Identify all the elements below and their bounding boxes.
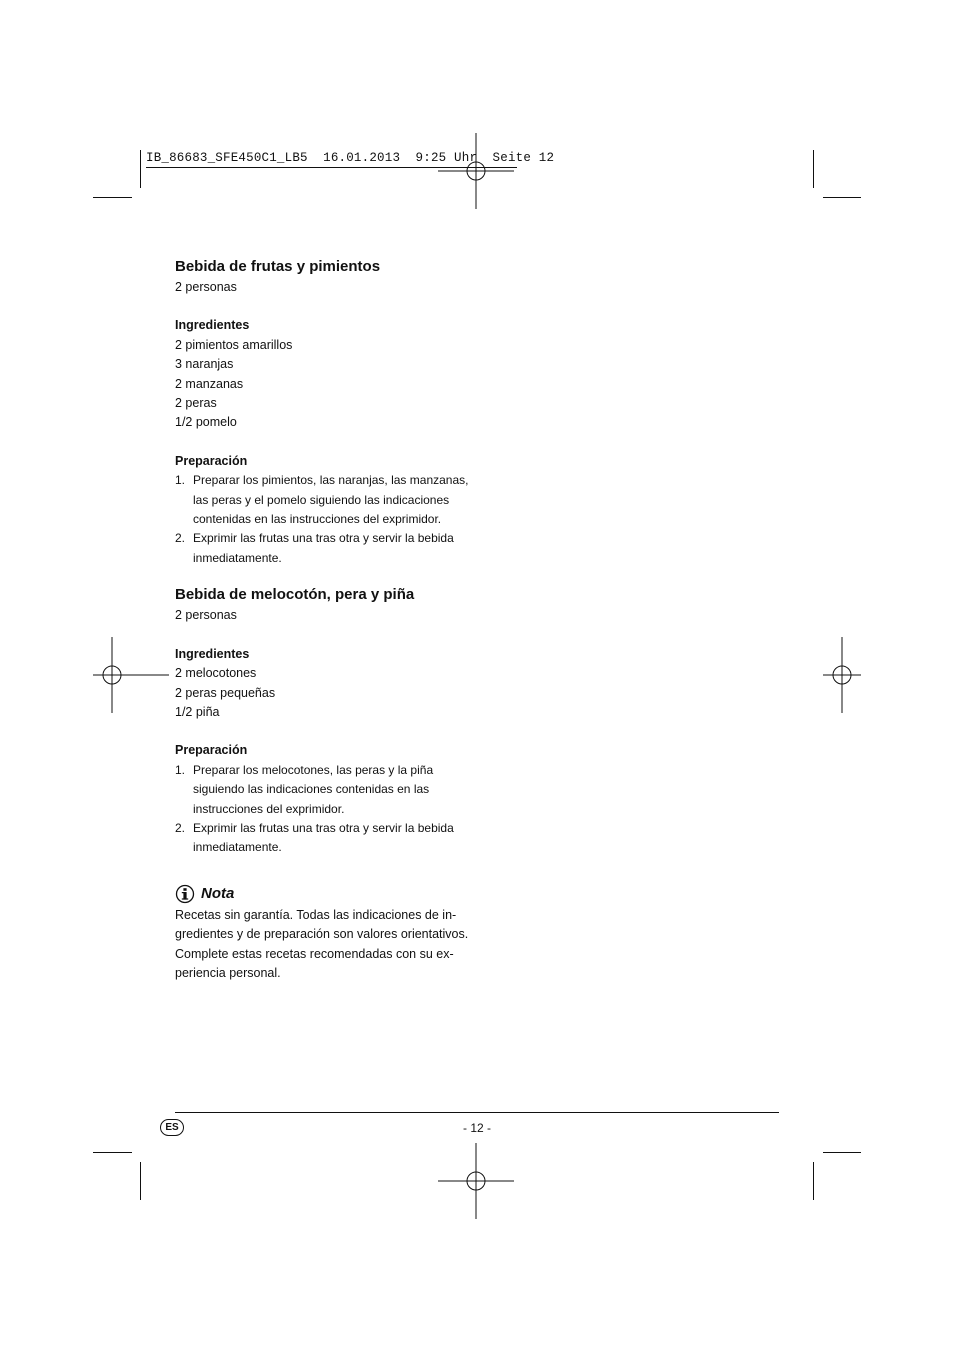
note-line: periencia personal. xyxy=(175,965,281,980)
step-number: 2. xyxy=(175,531,186,546)
note-header xyxy=(175,882,475,906)
info-icon xyxy=(175,884,195,904)
page-content xyxy=(175,256,475,983)
servings: 2 personas xyxy=(175,280,237,294)
step-line: inmediatamente. xyxy=(193,840,282,855)
step-line: instrucciones del exprimidor. xyxy=(193,801,345,816)
print-slug: IB_86683_SFE450C1_LB5 16.01.2013 9:25 Uhr Seite 12 xyxy=(146,151,555,165)
preparation-steps xyxy=(175,471,475,568)
step-line: Preparar los melocotones, las peras y la piña xyxy=(193,762,434,777)
step-line: Preparar los pimientos, las naranjas, las manzanas, xyxy=(193,473,469,488)
ingredients-heading: Ingredientes xyxy=(175,318,250,333)
crop-mark xyxy=(140,150,141,188)
crop-mark xyxy=(93,197,132,198)
note-line: gredientes y de preparación son valores orientativos. xyxy=(175,927,469,942)
step-item xyxy=(175,529,475,568)
note-title: Nota xyxy=(201,885,235,903)
note-box xyxy=(175,882,475,984)
step-line: inmediatamente. xyxy=(193,550,282,565)
step-line: Exprimir las frutas una tras otra y servir la bebida xyxy=(193,820,454,835)
step-item xyxy=(175,471,475,529)
registration-mark-bottom xyxy=(438,1143,514,1219)
crop-mark xyxy=(813,150,814,188)
step-line: Exprimir las frutas una tras otra y servir la bebida xyxy=(193,531,454,546)
registration-mark-top xyxy=(438,133,514,209)
ingredient-item: 1/2 piña xyxy=(175,704,220,719)
ingredient-item: 1/2 pomelo xyxy=(175,415,237,430)
step-line: contenidas en las instrucciones del exprimidor. xyxy=(193,512,442,527)
language-badge: ES xyxy=(160,1119,184,1136)
crop-mark xyxy=(93,1152,132,1153)
footer-rule xyxy=(175,1112,779,1113)
crop-mark xyxy=(140,1162,141,1200)
ingredient-item: 3 naranjas xyxy=(175,357,234,372)
recipe-title: Bebida de frutas y pimientos xyxy=(175,258,381,275)
step-item xyxy=(175,761,475,819)
step-line: las peras y el pomelo siguiendo las indicaciones xyxy=(193,492,450,507)
registration-mark-left xyxy=(93,637,169,713)
crop-mark xyxy=(823,1152,861,1153)
ingredient-item: 2 manzanas xyxy=(175,376,244,391)
recipe-title: Bebida de melocotón, pera y piña xyxy=(175,586,415,604)
step-number: 1. xyxy=(175,762,186,777)
note-line: Recetas sin garantía. Todas las indicaciones de in- xyxy=(175,907,457,922)
crop-mark xyxy=(823,197,861,198)
ingredient-item: 2 peras pequeñas xyxy=(175,685,276,700)
crop-mark xyxy=(813,1162,814,1200)
note-line: Complete estas recetas recomendadas con su ex- xyxy=(175,946,454,961)
recipe-2 xyxy=(175,584,475,857)
recipe-1 xyxy=(175,256,475,568)
step-line: siguiendo las indicaciones contenidas en las xyxy=(193,782,430,797)
step-item xyxy=(175,819,475,858)
preparation-steps xyxy=(175,761,475,858)
ingredient-item: 2 melocotones xyxy=(175,666,257,681)
step-number: 2. xyxy=(175,820,186,835)
preparation-heading: Preparación xyxy=(175,743,248,758)
ingredients-heading: Ingredientes xyxy=(175,646,250,661)
ingredient-item: 2 peras xyxy=(175,396,217,411)
servings: 2 personas xyxy=(175,608,237,623)
step-number: 1. xyxy=(175,473,186,488)
registration-mark-right xyxy=(823,637,899,713)
page-number: - 12 - xyxy=(462,1121,491,1135)
ingredient-item: 2 pimientos amarillos xyxy=(175,337,293,352)
preparation-heading: Preparación xyxy=(175,453,248,468)
